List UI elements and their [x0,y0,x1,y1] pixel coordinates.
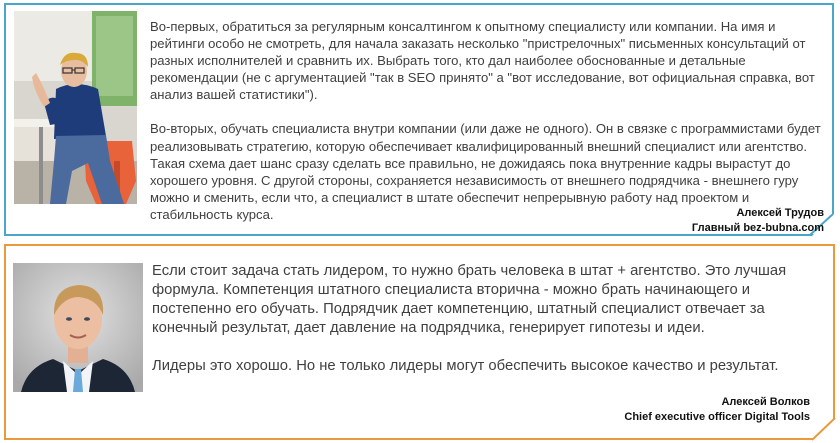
author-signature-trudov [692,206,824,236]
card-corner-cut [812,418,836,441]
author-title: Chief executive officer Digital Tools [624,411,810,423]
author-photo-trudov [14,11,137,204]
author-name: Алексей Волков [721,396,810,408]
author-name: Алексей Трудов [736,207,824,219]
quote-paragraph: Во-первых, обратиться за регулярным консалтингом к опытному специалисту или компании. На имя и рейтинги особо не смотреть, для начала заказать несколько "пристрелочных" письменных консультаций от разных исполнителей и сравнить их. Выбрать того, кто дал наиболее обоснованные и детальные рекомендации (не с аргументацией "так в SEO принято" а "вот исследование, вот официальная справка, вот анализ вашей статистики"). [150,19,815,103]
quote-paragraph: Лидеры это хорошо. Но не только лидеры могут обеспечить высокое качество и результат. [152,358,779,374]
quote-paragraph: Во-вторых, обучать специалиста внутри компании (или даже не одного). Он в связке с программистами будет реализовывать стратегию, которую обеспечивает квалифицированный внешний специалист или агентство. Такая схема дает шанс сразу сделать все правильно, не дожидаясь пока внутренние кадры вырастут до хорошего уровня. С другой стороны, сохраняется независимость от внешнего подрядчика - внешнего гуру можно и сменить, если что, а специалист в штате обеспечит непрерывную работу над проектом и стабильность курса. [150,121,821,222]
quote-text-trudov [150,18,822,223]
author-title: Главный bez-bubna.com [691,222,824,234]
quote-text-volkov [152,262,822,376]
author-photo-volkov [13,263,143,392]
author-signature-volkov [624,395,810,425]
quote-paragraph: Если стоит задача стать лидером, то нужно брать человека в штат + агентство. Это лучшая формула. Компетенция штатного специалиста вторична - можно брать начинающего и постепенно его обучать. Подрядчик дает компетенцию, штатный специалист отвечает за конечный результат, дает давление на подрядчика, генерирует гипотезы и идеи. [152,263,787,336]
